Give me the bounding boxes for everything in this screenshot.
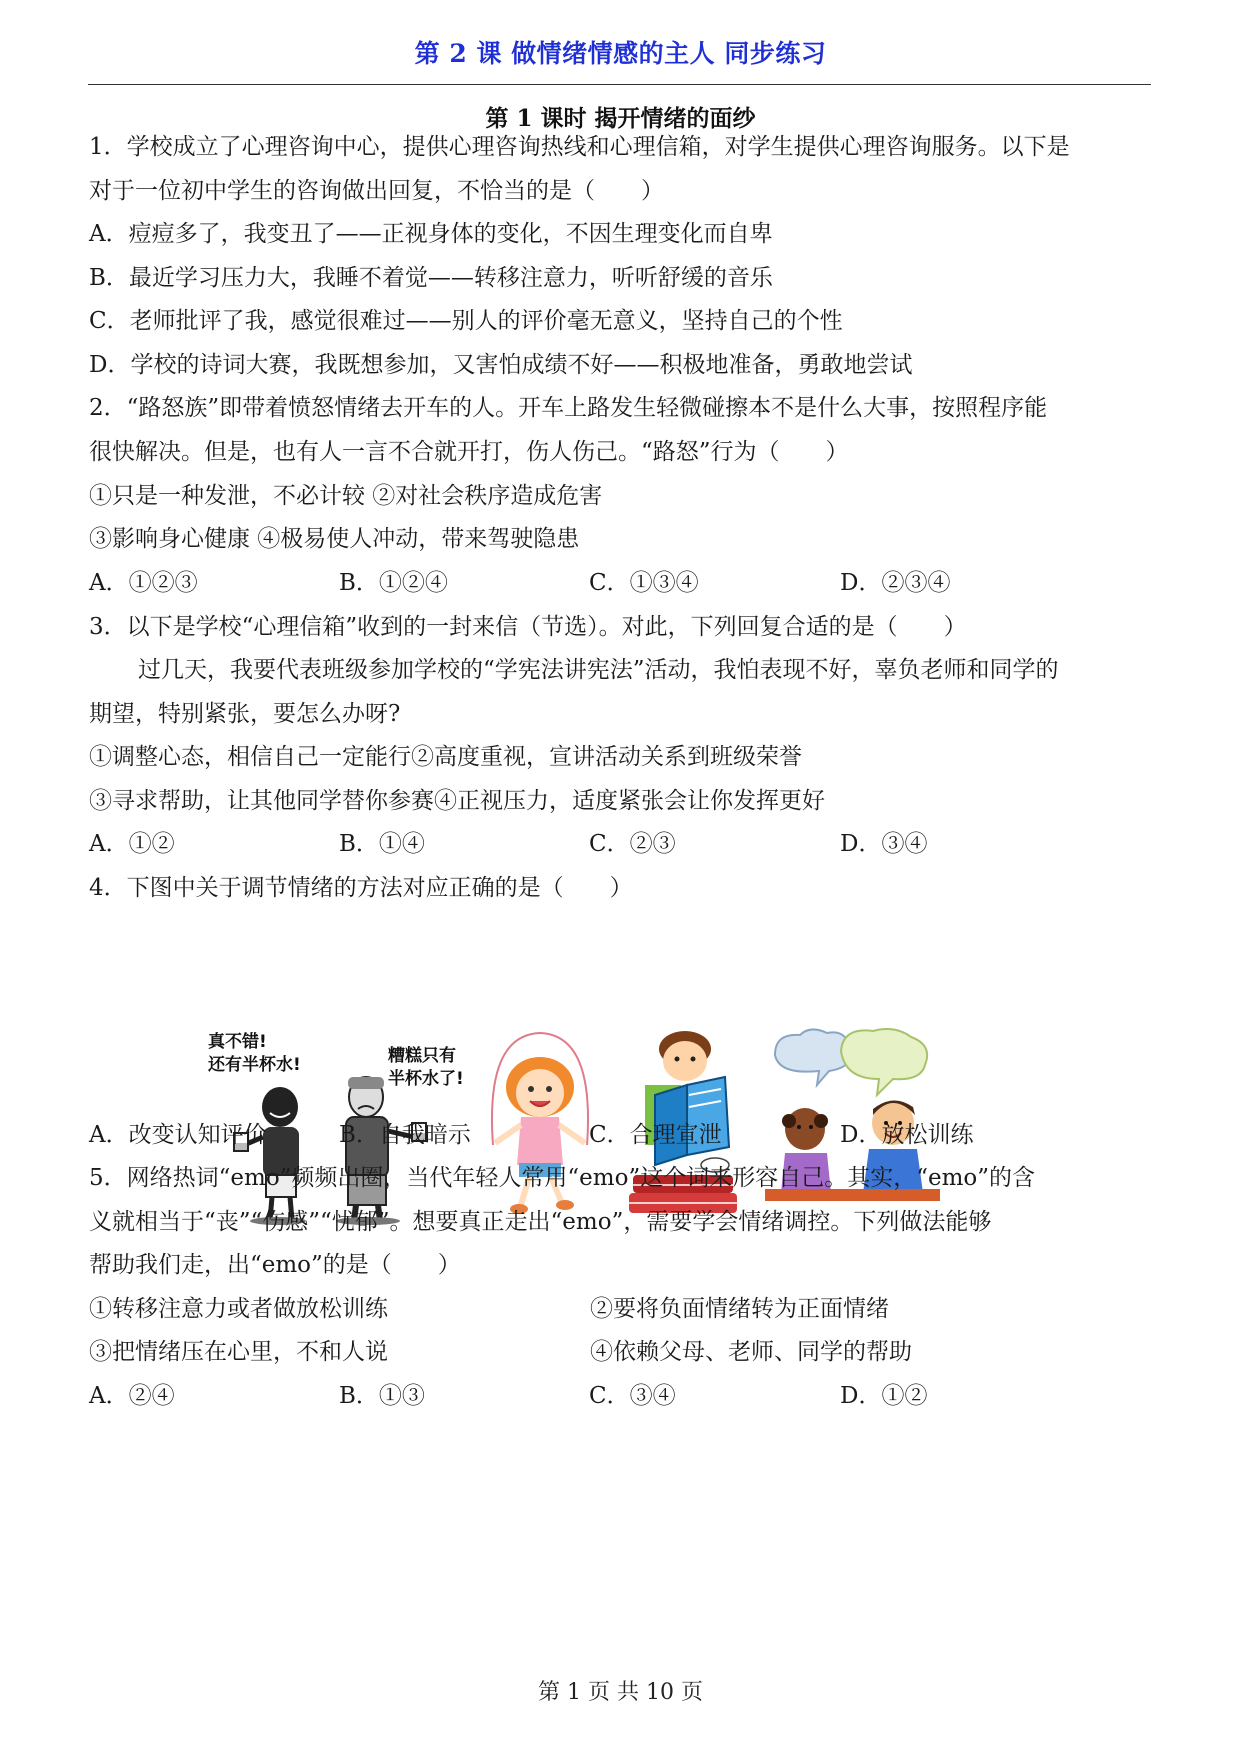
q5-stem-line1: 5．网络热词“emo”频频出圈，当代年轻人常用“emo”这个词来形容自己。其实，“emo”的含 [89, 1165, 1035, 1191]
q1-option-b: B．最近学习压力大，我睡不着觉——转移注意力，听听舒缓的音乐 [89, 265, 773, 291]
page-header-title: 第 2 课 做情绪情感的主人 同步练习 [414, 39, 827, 68]
q4-option-a: A．改变认知评价 [89, 1122, 267, 1148]
q5-stem-line2: 义就相当于“丧”“伤感”“忧郁”。想要真正走出“emo”，需要学会情绪调控。下列做法能够 [89, 1209, 992, 1235]
q5-option-a: A．②④ [89, 1383, 175, 1409]
q5-item-4: ④依赖父母、老师、同学的帮助 [590, 1339, 912, 1365]
optimist-man-icon [234, 1087, 306, 1225]
q2-stem-line2: 很快解决。但是，也有人一言不合就开打，伤人伤己。“路怒”行为（ ） [89, 439, 849, 465]
q5-item-3: ③把情绪压在心里，不和人说 [89, 1339, 388, 1365]
q3-items-line1: ①调整心态，相信自己一定能行②高度重视，宣讲活动关系到班级荣誉 [89, 744, 802, 770]
q2-stem-line1: 2．“路怒族”即带着愤怒情绪去开车的人。开车上路发生轻微碰擦本不是什么大事，按照程序能 [89, 395, 1048, 421]
q1-option-a: A．痘痘多了，我变丑了——正视身体的变化，不因生理变化而自卑 [89, 221, 773, 247]
speech-bubble-icon [775, 1029, 927, 1095]
fig1-bubble-left-line1: 真不错! [208, 1032, 267, 1052]
q4-option-c: C．合理宣泄 [589, 1122, 722, 1148]
page-number-footer: 第 1 页 共 10 页 [538, 1680, 703, 1705]
q4-option-b: B．自我暗示 [339, 1122, 471, 1148]
q3-stem-line1: 3．以下是学校“心理信箱”收到的一封来信（节选）。对此，下列回复合适的是（ ） [89, 614, 967, 640]
q2-option-d: D．②③④ [840, 570, 951, 596]
q1-stem-line1: 1．学校成立了心理咨询中心，提供心理咨询热线和心理信箱，对学生提供心理咨询服务。以下是 [89, 134, 1070, 160]
q3-option-b: B．①④ [339, 831, 425, 857]
jump-rope-girl-figure [475, 1025, 605, 1225]
q2-items-line2: ③影响身心健康 ④极易使人冲动，带来驾驶隐患 [89, 526, 580, 552]
q3-option-a: A．①② [89, 831, 175, 857]
q5-option-b: B．①③ [339, 1383, 425, 1409]
q5-stem-line3: 帮助我们走，出“emo”的是（ ） [89, 1252, 461, 1278]
q4-option-d: D．放松训练 [840, 1122, 974, 1148]
q5-item-2: ②要将负面情绪转为正面情绪 [590, 1296, 889, 1322]
q5-item-1: ①转移注意力或者做放松训练 [89, 1296, 388, 1322]
q5-option-d: D．①② [840, 1383, 928, 1409]
q2-items-line1: ①只是一种发泄，不必计较 ②对社会秩序造成危害 [89, 483, 603, 509]
q3-items-line2: ③寻求帮助，让其他同学替你参赛④正视压力，适度紧张会让你发挥更好 [89, 788, 825, 814]
q1-option-d: D．学校的诗词大赛，我既想参加，又害怕成绩不好——积极地准备，勇敢地尝试 [89, 352, 913, 378]
q1-stem-line2: 对于一位初中学生的咨询做出回复，不恰当的是（ ） [89, 178, 664, 204]
q2-option-a: A．①②③ [89, 570, 198, 596]
q3-option-d: D．③④ [840, 831, 928, 857]
q3-option-c: C．②③ [589, 831, 676, 857]
q1-option-c: C．老师批评了我，感觉很难过——别人的评价毫无意义，坚持自己的个性 [89, 308, 843, 334]
pessimist-man-icon [336, 1077, 426, 1225]
q5-option-c: C．③④ [589, 1383, 676, 1409]
lesson-title: 第 1 课时 揭开情绪的面纱 [485, 105, 756, 132]
q2-option-c: C．①③④ [589, 570, 699, 596]
q3-letter-line2: 期望，特别紧张，要怎么办呀? [89, 701, 401, 727]
q3-letter-line1: 过几天，我要代表班级参加学校的“学宪法讲宪法”活动，我怕表现不好，辜负老师和同学的 [138, 657, 1059, 683]
fig1-bubble-right-line2: 半杯水了! [388, 1069, 464, 1089]
fig1-bubble-left-line2: 还有半杯水! [208, 1055, 301, 1075]
fig1-bubble-right-line1: 糟糕只有 [388, 1046, 456, 1066]
q4-stem: 4．下图中关于调节情绪的方法对应正确的是（ ） [89, 875, 633, 901]
header-divider [88, 84, 1151, 85]
q2-option-b: B．①②④ [339, 570, 448, 596]
